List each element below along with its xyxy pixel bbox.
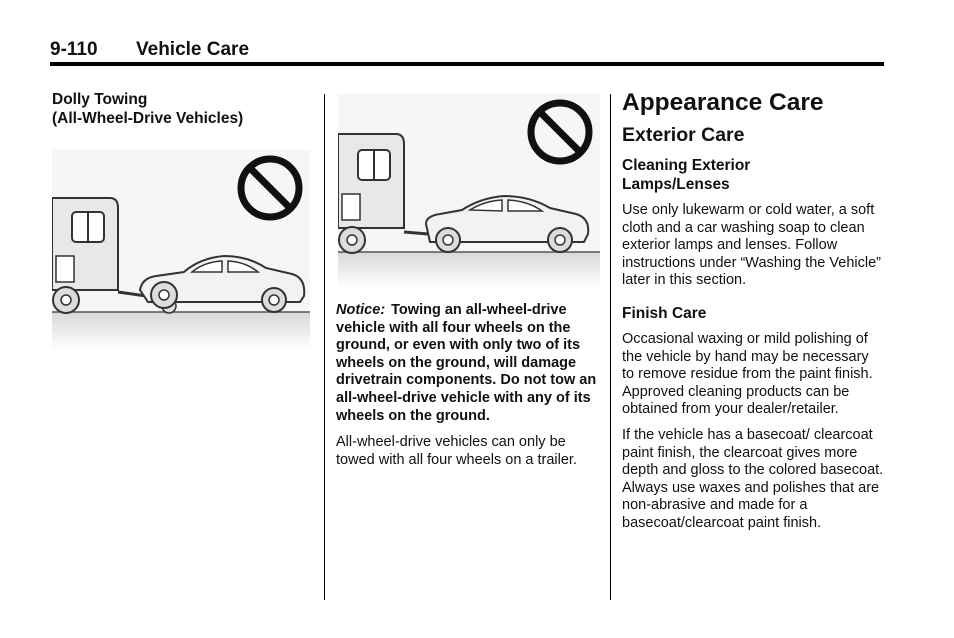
left-column: [52, 90, 314, 128]
column-divider-1: [324, 94, 325, 600]
header-rule: [50, 62, 884, 66]
cleaning-lamps-heading: [622, 156, 884, 194]
column-divider-2: [610, 94, 611, 600]
heading-line-1: Dolly Towing: [52, 91, 148, 108]
notice-block: [336, 302, 600, 425]
right-column: [622, 90, 884, 541]
notice-label: Notice:: [336, 302, 386, 318]
dolly-towing-heading: [52, 90, 314, 128]
cleaning-lamps-text: Use only lukewarm or cold water, a soft cloth and a car washing soap to clean exterior lamps and lenses. Follow instructions under “Washing the Vehicle” later in this section.: [622, 202, 881, 289]
notice-text: Towing an all-wheel-drive vehicle with all four wheels on the ground, or even with only two of its wheels on the ground, will damage drivetrain components. Do not tow an all-wheel-drive vehicle with any of its wheels on the ground.: [336, 302, 597, 424]
page-number: 9-110: [50, 39, 98, 60]
middle-column: [336, 302, 600, 477]
cleaning-heading-line-2: Lamps/Lenses: [622, 176, 730, 193]
flat-tow-illustration: [338, 94, 600, 288]
awd-trailer-paragraph: All-wheel-drive vehicles can only be towed with all four wheels on a trailer.: [336, 434, 577, 468]
finish-care-paragraph-1: Occasional waxing or mild polishing of the vehicle by hand may be necessary to remove residue from the paint finish. Approved cleaning products can be obtained from your dealer/retailer.: [622, 330, 873, 418]
page-header: [50, 38, 884, 64]
heading-line-2: (All-Wheel-Drive Vehicles): [52, 110, 244, 127]
dolly-tow-illustration: [52, 150, 310, 350]
cleaning-heading-line-1: Cleaning Exterior: [622, 157, 751, 174]
exterior-care-subtitle: Exterior Care: [622, 124, 745, 146]
section-title: Vehicle Care: [136, 39, 250, 60]
appearance-care-title: Appearance Care: [622, 89, 824, 116]
finish-care-heading: Finish Care: [622, 304, 707, 322]
finish-care-paragraph-2: If the vehicle has a basecoat/ clearcoat paint finish, the clearcoat gives more depth and gloss to the colored basecoat. Always use waxes and polishes that are non-abrasive and made for a basecoat/clearcoat paint finish.: [622, 426, 884, 531]
